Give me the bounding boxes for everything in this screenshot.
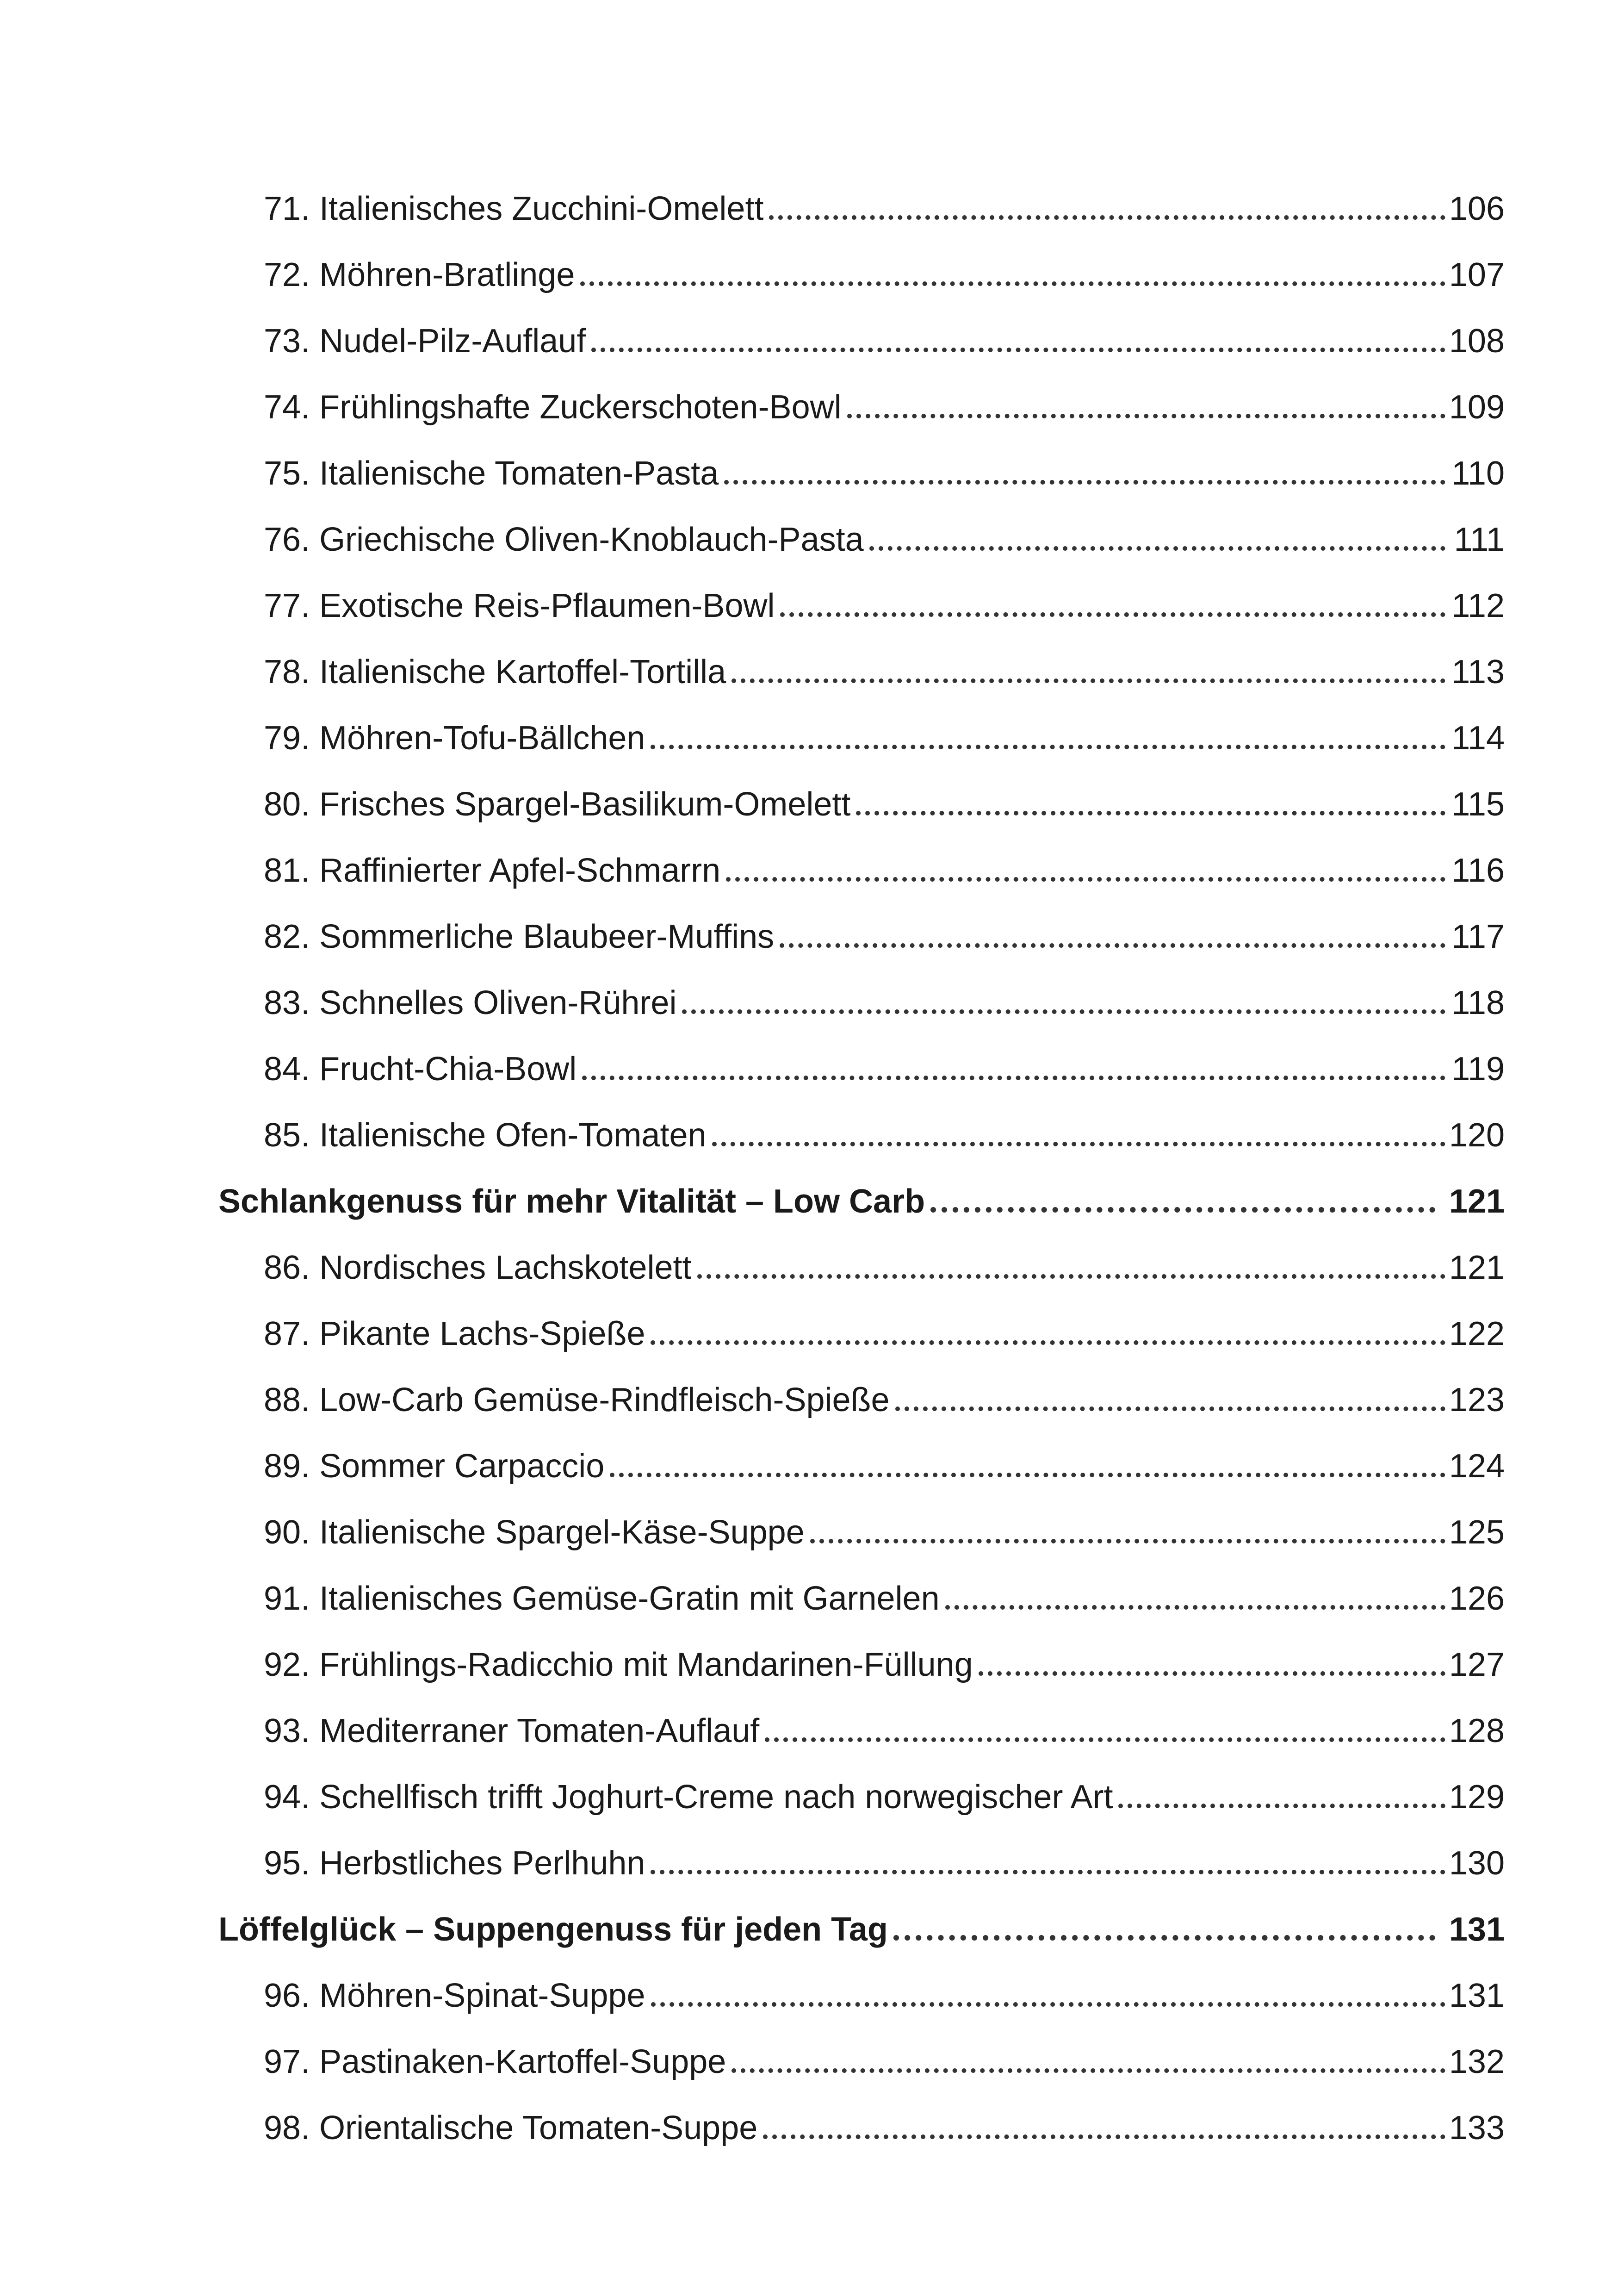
toc-entry[interactable] bbox=[218, 821, 1505, 887]
dot-leader bbox=[869, 546, 1445, 551]
toc-entry[interactable] bbox=[218, 1615, 1505, 1681]
dot-leader bbox=[580, 281, 1445, 286]
toc-title: 81. Raffinierter Apfel-Schmarrn bbox=[264, 852, 721, 889]
dot-leader bbox=[651, 1870, 1445, 1874]
toc-section-heading[interactable] bbox=[218, 1880, 1505, 1946]
dot-leader bbox=[651, 745, 1445, 749]
toc-page-number: 111 bbox=[1454, 521, 1505, 558]
toc-entry[interactable] bbox=[218, 292, 1505, 358]
toc-page-number: 106 bbox=[1449, 190, 1505, 227]
dot-leader bbox=[895, 1406, 1445, 1411]
dot-leader bbox=[780, 943, 1445, 948]
toc-entry[interactable] bbox=[218, 622, 1505, 689]
toc-entry[interactable] bbox=[218, 1814, 1505, 1880]
toc-entry[interactable] bbox=[218, 490, 1505, 556]
toc-title: 91. Italienisches Gemüse-Gratin mit Garnelen bbox=[264, 1580, 940, 1617]
toc-title: 77. Exotische Reis-Pflaumen-Bowl bbox=[264, 587, 775, 624]
toc-entry[interactable] bbox=[218, 1417, 1505, 1483]
dot-leader bbox=[810, 1539, 1445, 1543]
toc-entry[interactable] bbox=[218, 424, 1505, 490]
toc-page-number: 122 bbox=[1449, 1315, 1505, 1352]
dot-leader bbox=[697, 1274, 1445, 1279]
dot-leader bbox=[765, 1737, 1445, 1742]
toc-title: 96. Möhren-Spinat-Suppe bbox=[264, 1977, 645, 2014]
toc-entry[interactable] bbox=[218, 1549, 1505, 1615]
toc-entry[interactable] bbox=[218, 1681, 1505, 1748]
toc-title: 82. Sommerliche Blaubeer-Muffins bbox=[264, 918, 775, 955]
toc-page-number: 116 bbox=[1451, 852, 1505, 889]
toc-page-number: 118 bbox=[1451, 984, 1505, 1021]
toc-entry[interactable] bbox=[218, 556, 1505, 622]
dot-leader bbox=[856, 811, 1445, 815]
toc-page-number: 123 bbox=[1449, 1381, 1505, 1419]
toc-title: 76. Griechische Oliven-Knoblauch-Pasta bbox=[264, 521, 864, 558]
toc-title: Schlankgenuss für mehr Vitalität – Low Carb bbox=[218, 1183, 925, 1220]
toc-page-number: 133 bbox=[1449, 2109, 1505, 2147]
toc-title: 84. Frucht-Chia-Bowl bbox=[264, 1051, 577, 1088]
toc-title: 86. Nordisches Lachskotelett bbox=[264, 1249, 692, 1286]
dot-leader bbox=[1118, 1804, 1445, 1808]
toc-title: 75. Italienische Tomaten-Pasta bbox=[264, 455, 719, 492]
toc-page-number: 107 bbox=[1449, 256, 1505, 293]
toc-entry[interactable] bbox=[218, 1020, 1505, 1086]
dot-leader bbox=[682, 1009, 1445, 1014]
toc-title: 98. Orientalische Tomaten-Suppe bbox=[264, 2109, 758, 2147]
toc-page-number: 128 bbox=[1449, 1712, 1505, 1749]
dot-leader bbox=[732, 678, 1445, 683]
toc-page-number: 110 bbox=[1451, 455, 1505, 492]
dot-leader bbox=[930, 1207, 1435, 1213]
dot-leader bbox=[591, 348, 1445, 352]
toc-title: 92. Frühlings-Radicchio mit Mandarinen-Füllung bbox=[264, 1646, 973, 1683]
toc-entry[interactable] bbox=[218, 1350, 1505, 1417]
dot-leader bbox=[847, 414, 1445, 418]
table-of-contents bbox=[218, 159, 1505, 2145]
toc-title: 83. Schnelles Oliven-Rührei bbox=[264, 984, 677, 1021]
toc-page-number: 108 bbox=[1449, 323, 1505, 360]
toc-title: 94. Schellfisch trifft Joghurt-Creme nach norwegischer Art bbox=[264, 1779, 1113, 1816]
toc-entry[interactable] bbox=[218, 953, 1505, 1020]
toc-title: 87. Pikante Lachs-Spieße bbox=[264, 1315, 645, 1352]
toc-entry[interactable] bbox=[218, 159, 1505, 225]
toc-title: 85. Italienische Ofen-Tomaten bbox=[264, 1117, 707, 1154]
toc-page-number: 130 bbox=[1449, 1845, 1505, 1882]
toc-page-number: 129 bbox=[1449, 1779, 1505, 1816]
dot-leader bbox=[763, 2134, 1445, 2139]
toc-page-number: 113 bbox=[1451, 653, 1505, 691]
toc-entry[interactable] bbox=[218, 1218, 1505, 1284]
toc-page-number: 117 bbox=[1451, 918, 1505, 955]
toc-title: 89. Sommer Carpaccio bbox=[264, 1448, 605, 1485]
dot-leader bbox=[582, 1076, 1445, 1080]
toc-page-number: 131 bbox=[1449, 1977, 1505, 2014]
toc-section-heading[interactable] bbox=[218, 1152, 1505, 1218]
toc-entry[interactable] bbox=[218, 2078, 1505, 2145]
dot-leader bbox=[769, 215, 1445, 220]
toc-title: 73. Nudel-Pilz-Auflauf bbox=[264, 323, 586, 360]
dot-leader bbox=[979, 1671, 1445, 1676]
toc-title: 97. Pastinaken-Kartoffel-Suppe bbox=[264, 2043, 726, 2080]
toc-page-number: 115 bbox=[1451, 786, 1505, 823]
toc-entry[interactable] bbox=[218, 755, 1505, 821]
toc-entry[interactable] bbox=[218, 887, 1505, 953]
toc-page-number: 131 bbox=[1449, 1911, 1505, 1948]
toc-title: 78. Italienische Kartoffel-Tortilla bbox=[264, 653, 726, 691]
toc-title: Löffelglück – Suppengenuss für jeden Tag bbox=[218, 1911, 888, 1948]
toc-title: 71. Italienisches Zucchini-Omelett bbox=[264, 190, 764, 227]
dot-leader bbox=[610, 1473, 1445, 1477]
dot-leader bbox=[780, 612, 1445, 617]
toc-title: 93. Mediterraner Tomaten-Auflauf bbox=[264, 1712, 760, 1749]
dot-leader bbox=[945, 1605, 1445, 1610]
toc-entry[interactable] bbox=[218, 225, 1505, 292]
toc-page-number: 126 bbox=[1449, 1580, 1505, 1617]
toc-title: 95. Herbstliches Perlhuhn bbox=[264, 1845, 645, 1882]
toc-entry[interactable] bbox=[218, 1086, 1505, 1152]
toc-page-number: 109 bbox=[1449, 389, 1505, 426]
dot-leader bbox=[651, 1340, 1445, 1345]
dot-leader bbox=[893, 1935, 1435, 1941]
toc-page-number: 114 bbox=[1451, 720, 1505, 757]
toc-page-number: 124 bbox=[1449, 1448, 1505, 1485]
toc-page-number: 112 bbox=[1451, 587, 1505, 624]
toc-entry[interactable] bbox=[218, 1946, 1505, 2012]
toc-entry[interactable] bbox=[218, 1748, 1505, 1814]
toc-entry[interactable] bbox=[218, 2012, 1505, 2078]
toc-title: 90. Italienische Spargel-Käse-Suppe bbox=[264, 1514, 805, 1551]
toc-entry[interactable] bbox=[218, 689, 1505, 755]
toc-page-number: 121 bbox=[1449, 1183, 1505, 1220]
dot-leader bbox=[732, 2068, 1445, 2073]
toc-title: 79. Möhren-Tofu-Bällchen bbox=[264, 720, 645, 757]
toc-title: 74. Frühlingshafte Zuckerschoten-Bowl bbox=[264, 389, 842, 426]
toc-page-number: 121 bbox=[1449, 1249, 1505, 1286]
toc-title: 88. Low-Carb Gemüse-Rindfleisch-Spieße bbox=[264, 1381, 890, 1419]
toc-page-number: 127 bbox=[1449, 1646, 1505, 1683]
toc-title: 72. Möhren-Bratlinge bbox=[264, 256, 575, 293]
toc-entry[interactable] bbox=[218, 1284, 1505, 1350]
toc-entry[interactable] bbox=[218, 1483, 1505, 1549]
toc-page-number: 125 bbox=[1449, 1514, 1505, 1551]
toc-entry[interactable] bbox=[218, 358, 1505, 424]
dot-leader bbox=[712, 1142, 1445, 1146]
dot-leader bbox=[651, 2002, 1445, 2007]
toc-title: 80. Frisches Spargel-Basilikum-Omelett bbox=[264, 786, 851, 823]
toc-page-number: 120 bbox=[1449, 1117, 1505, 1154]
toc-page-number: 119 bbox=[1451, 1051, 1505, 1088]
dot-leader bbox=[726, 877, 1445, 882]
toc-page-number: 132 bbox=[1449, 2043, 1505, 2080]
dot-leader bbox=[724, 480, 1445, 485]
